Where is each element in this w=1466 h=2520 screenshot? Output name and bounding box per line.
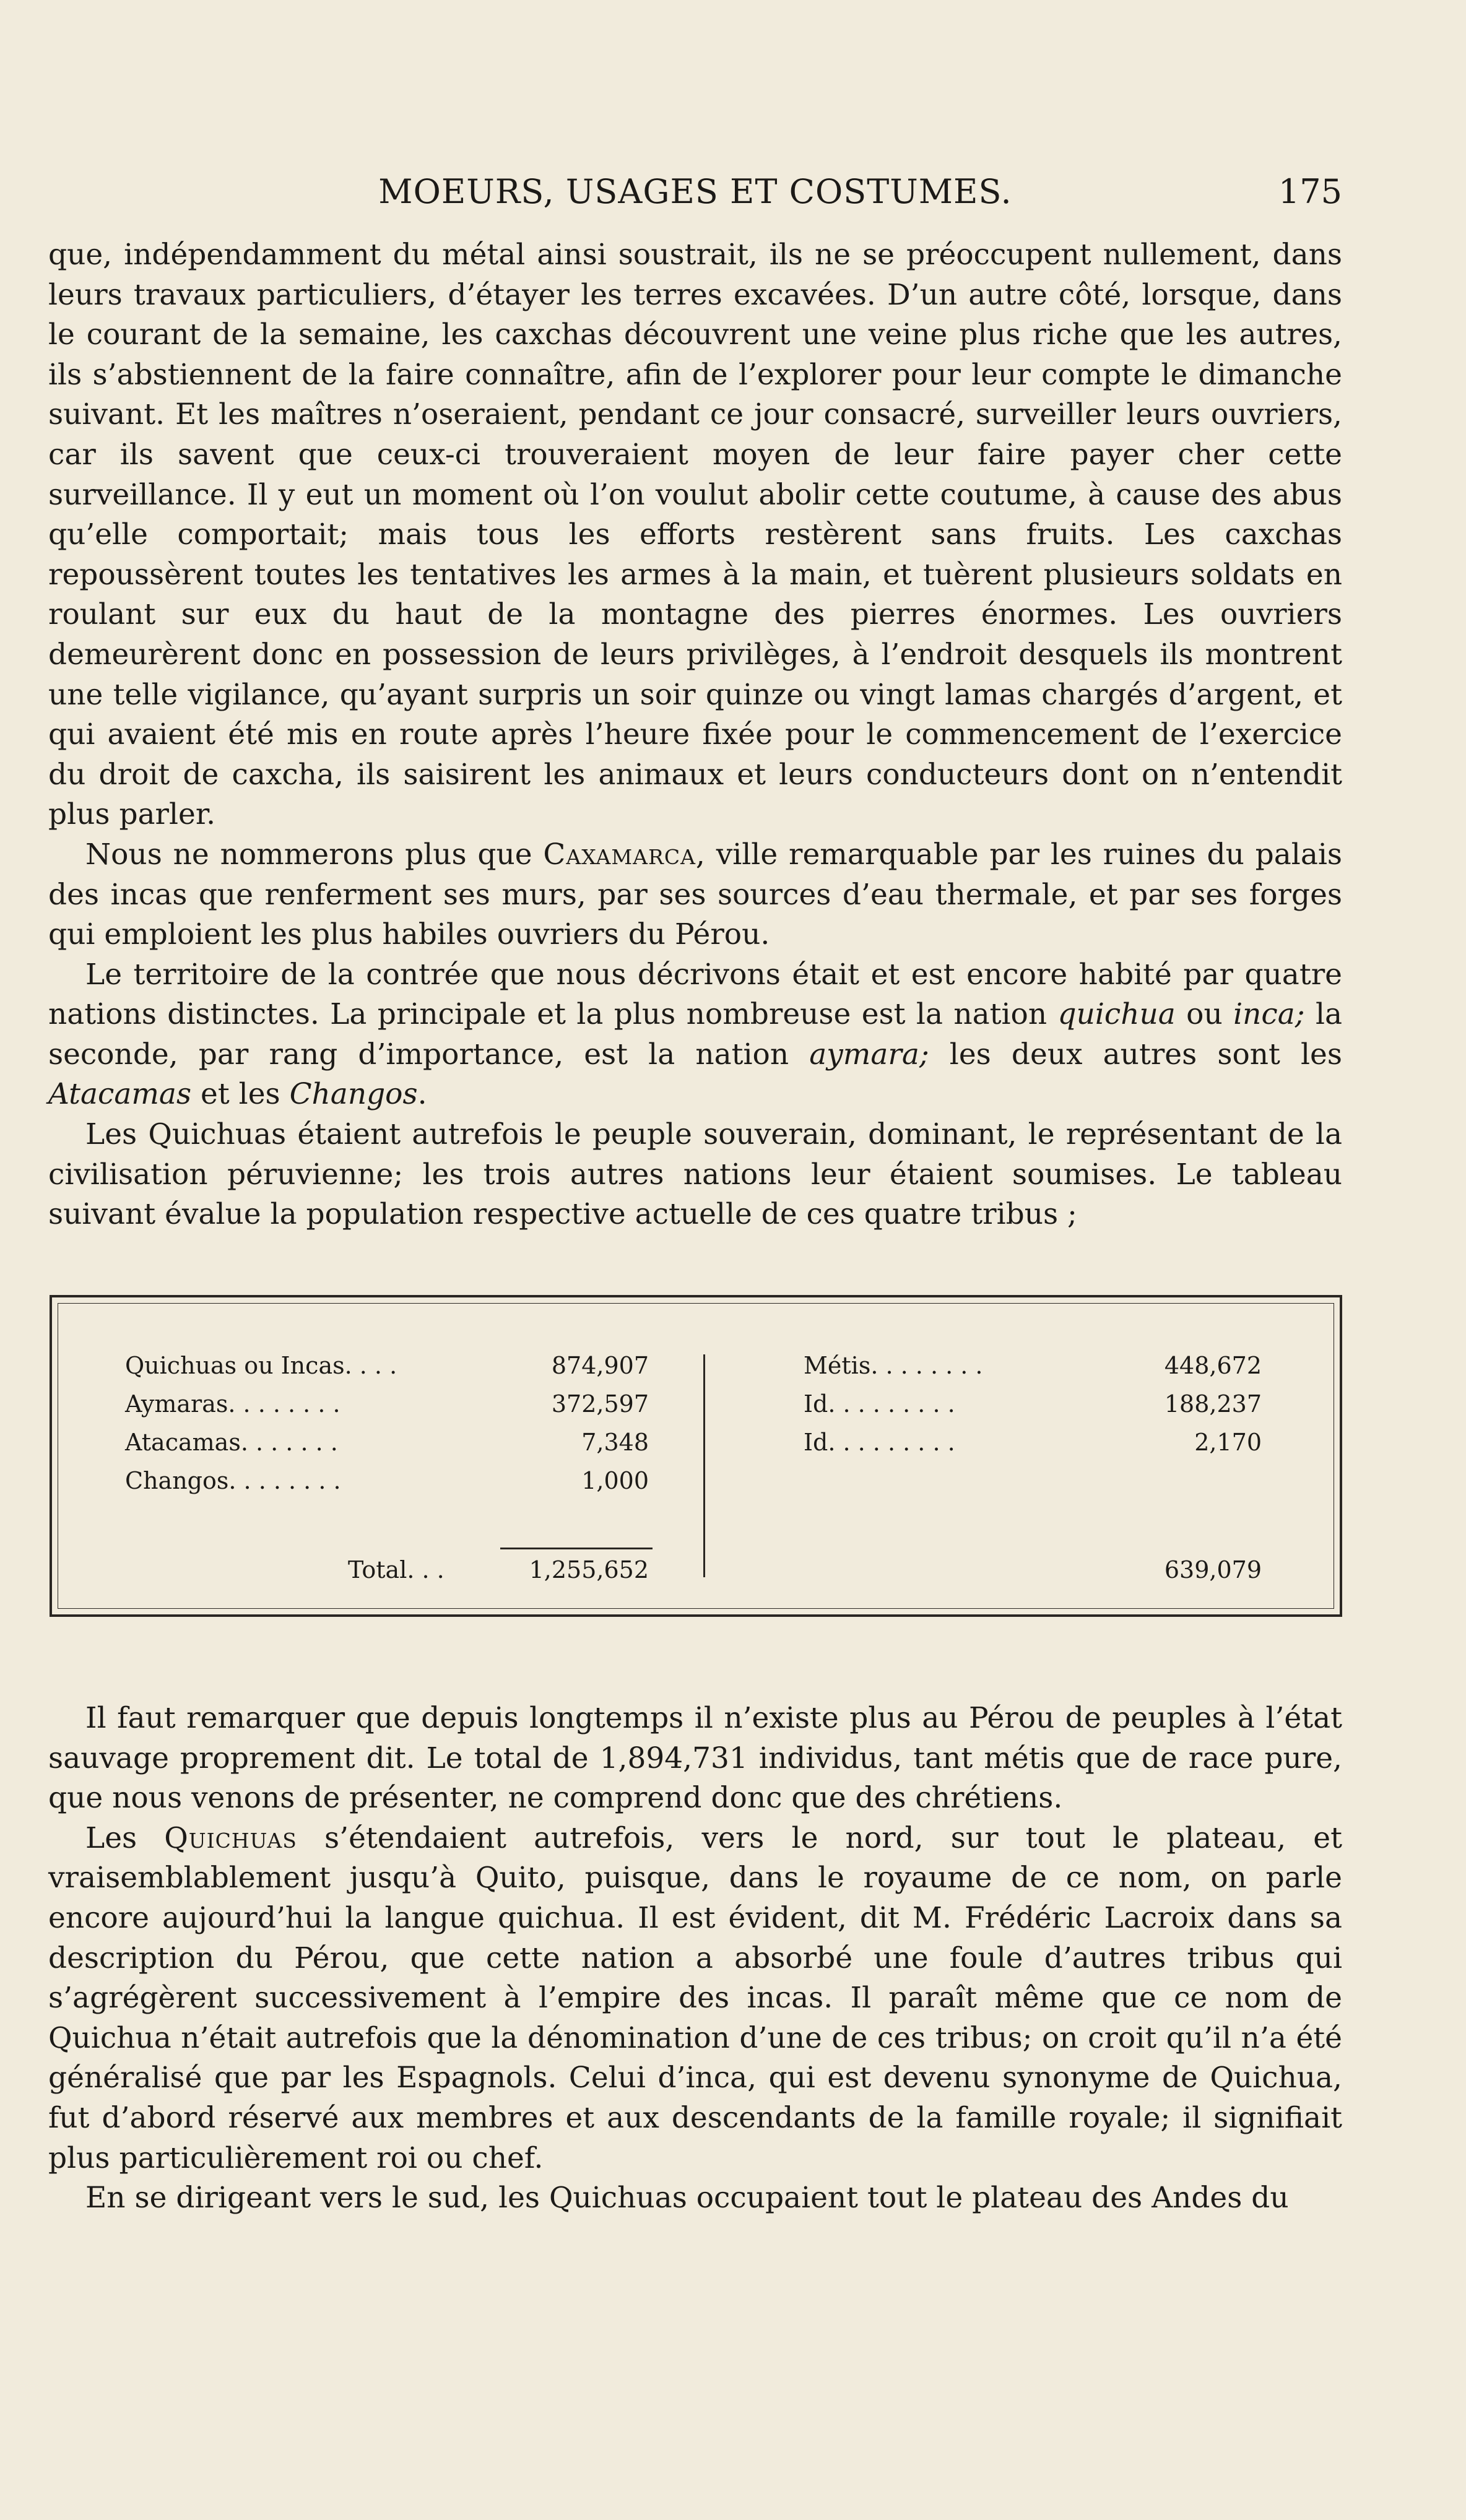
row-value: 372,597 — [551, 1390, 649, 1418]
paragraph — [48, 235, 1342, 835]
text-run: les deux autres sont les — [929, 1037, 1342, 1072]
population-table — [50, 1295, 1342, 1617]
text-run: Il faut remarquer que depuis longtemps il n’existe plus au Pérou de peuples à l’état sauvage proprement dit. Le total de 1,894,731 individus, tant métis que de race pure, que nous venons de présenter, ne comprend donc que des chrétiens. — [48, 1701, 1342, 1816]
table-left-column — [52, 1297, 703, 1614]
row-value: 1,000 — [581, 1467, 649, 1494]
row-value: 874,907 — [551, 1352, 649, 1379]
row-value: 188,237 — [1164, 1390, 1262, 1418]
sum-rule — [500, 1548, 653, 1549]
text-run: la seconde, par rang d’importance, est la nation — [48, 997, 1343, 1072]
total-label: Total. . . — [348, 1556, 445, 1583]
table-row — [804, 1390, 1262, 1429]
text-run: Les Quichuas étaient autrefois le peuple souverain, dominant, le représentant de la civilisation péruvienne; les trois autres nations leur étaient soumises. Le tableau suivant évalue la population respective actuelle de ces quatre tribus ; — [48, 1117, 1342, 1232]
row-label: Aymaras. . . . . . . . — [125, 1390, 340, 1418]
italic-term: inca; — [1233, 997, 1305, 1032]
total-row — [804, 1556, 1262, 1595]
page-number: 175 — [1278, 172, 1342, 211]
text-run: que, indépendamment du métal ainsi soustrait, ils ne se préoccupent nullement, dans leurs travaux particuliers, d’étayer les terres excavées. D’un autre côté, lorsque, dans le courant de la semaine, les caxchas découvrent une veine plus riche que les autres, ils s’abstiennent de la faire connaître, afin de l’explorer pour leur compte le dimanche suivant. Et les maîtres n’oseraient, pendant ce jour consacré, surveiller leurs ouvriers, car ils savent que ceux-ci trouveraient moyen de leur faire payer cher cette surveillance. Il y eut un moment où l’on voulut abolir cette coutume, à cause des abus qu’elle comportait; mais tous les efforts restèrent sans fruits. Les caxchas repoussèrent toutes les tentatives les armes à la main, et tuèrent plusieurs soldats en roulant sur eux du haut de la montagne des pierres énormes. Les ouvriers demeurèrent donc en possession de leurs privilèges, à l’endroit desquels ils montrent une telle vigilance, qu’ayant surpris un soir quinze ou vingt lamas chargés d’argent, et qui avaient été mis en route après l’heure fixée pour le commencement de l’exercice du droit de caxcha, ils saisirent les animaux et leurs conducteurs dont on n’entendit plus parler. — [48, 238, 1342, 832]
total-value: 1,255,652 — [529, 1556, 649, 1583]
italic-term: quichua — [1057, 997, 1176, 1032]
italic-term: aymara; — [809, 1037, 929, 1072]
text-block-bottom — [48, 1699, 1342, 2219]
row-value: 448,672 — [1164, 1352, 1262, 1379]
text-run: Nous ne nommerons plus que — [85, 837, 544, 872]
total-row — [125, 1556, 649, 1595]
page-header — [48, 172, 1342, 222]
text-run: En se dirigeant vers le sud, les Quichuas occupaient tout le plateau des Andes du — [85, 2181, 1289, 2215]
row-label: Atacamas. . . . . . . — [125, 1429, 338, 1456]
text-run: ou — [1175, 997, 1234, 1032]
table-row — [125, 1352, 649, 1390]
italic-term: Atacamas — [48, 1077, 192, 1112]
paragraph — [48, 835, 1342, 955]
paragraph — [48, 955, 1342, 1115]
table-row — [804, 1429, 1262, 1467]
text-block-top — [48, 235, 1342, 1235]
total-value: 639,079 — [1164, 1556, 1262, 1583]
table-row — [125, 1467, 649, 1505]
row-label: Id. . . . . . . . . — [804, 1390, 955, 1418]
table-row — [125, 1429, 649, 1467]
row-label: Métis. . . . . . . . — [804, 1352, 983, 1379]
paragraph — [48, 1819, 1342, 2178]
table-row — [125, 1390, 649, 1429]
text-run: . — [417, 1077, 427, 1112]
paragraph — [48, 1699, 1342, 1819]
paragraph — [48, 1115, 1342, 1235]
italic-term: Changos — [289, 1077, 418, 1112]
running-title: MOEURS, USAGES ET COSTUMES. — [378, 172, 1012, 211]
row-label: Id. . . . . . . . . — [804, 1429, 955, 1456]
text-run: Les — [85, 1821, 165, 1855]
text-run: et les — [191, 1077, 290, 1112]
row-value: 7,348 — [581, 1429, 649, 1456]
text-run: , ville remarquable par les ruines du palais des incas que renferment ses murs, par ses sources d’eau thermale, et par ses forges qui emploient les plus habiles ouvriers du Pérou. — [48, 837, 1342, 952]
paragraph — [48, 2178, 1342, 2219]
table-right-column — [703, 1297, 1341, 1614]
row-value: 2,170 — [1194, 1429, 1262, 1456]
row-label: Quichuas ou Incas. . . . — [125, 1352, 397, 1379]
table-row — [804, 1352, 1262, 1390]
row-label: Changos. . . . . . . . — [125, 1467, 341, 1494]
people-name: Quichuas — [164, 1821, 297, 1855]
text-run: Le territoire de la contrée que nous décrivons était et est encore habité par quatre nations distinctes. La principale et la plus nombreuse est la nation — [48, 957, 1342, 1032]
text-run: s’étendaient autrefois, vers le nord, sur tout le plateau, et vraisemblablement jusqu’à Quito, puisque, dans le royaume de ce nom, on parle encore aujourd’hui la langue quichua. Il est évident, dit M. Frédéric Lacroix dans sa description du Pérou, que cette nation a absorbé une foule d’autres tribus qui s’agrégèrent successivement à l’empire des incas. Il paraît même que ce nom de Quichua n’était autrefois que la dénomination d’une de ces tribus; on croit qu’il n’a été généralisé que par les Espagnols. Celui d’inca, qui est devenu synonyme de Quichua, fut d’abord réservé aux membres et aux descendants de la famille royale; il signifiait plus particulièrement roi ou chef. — [48, 1821, 1342, 2175]
place-name: Caxamarca — [543, 837, 696, 872]
